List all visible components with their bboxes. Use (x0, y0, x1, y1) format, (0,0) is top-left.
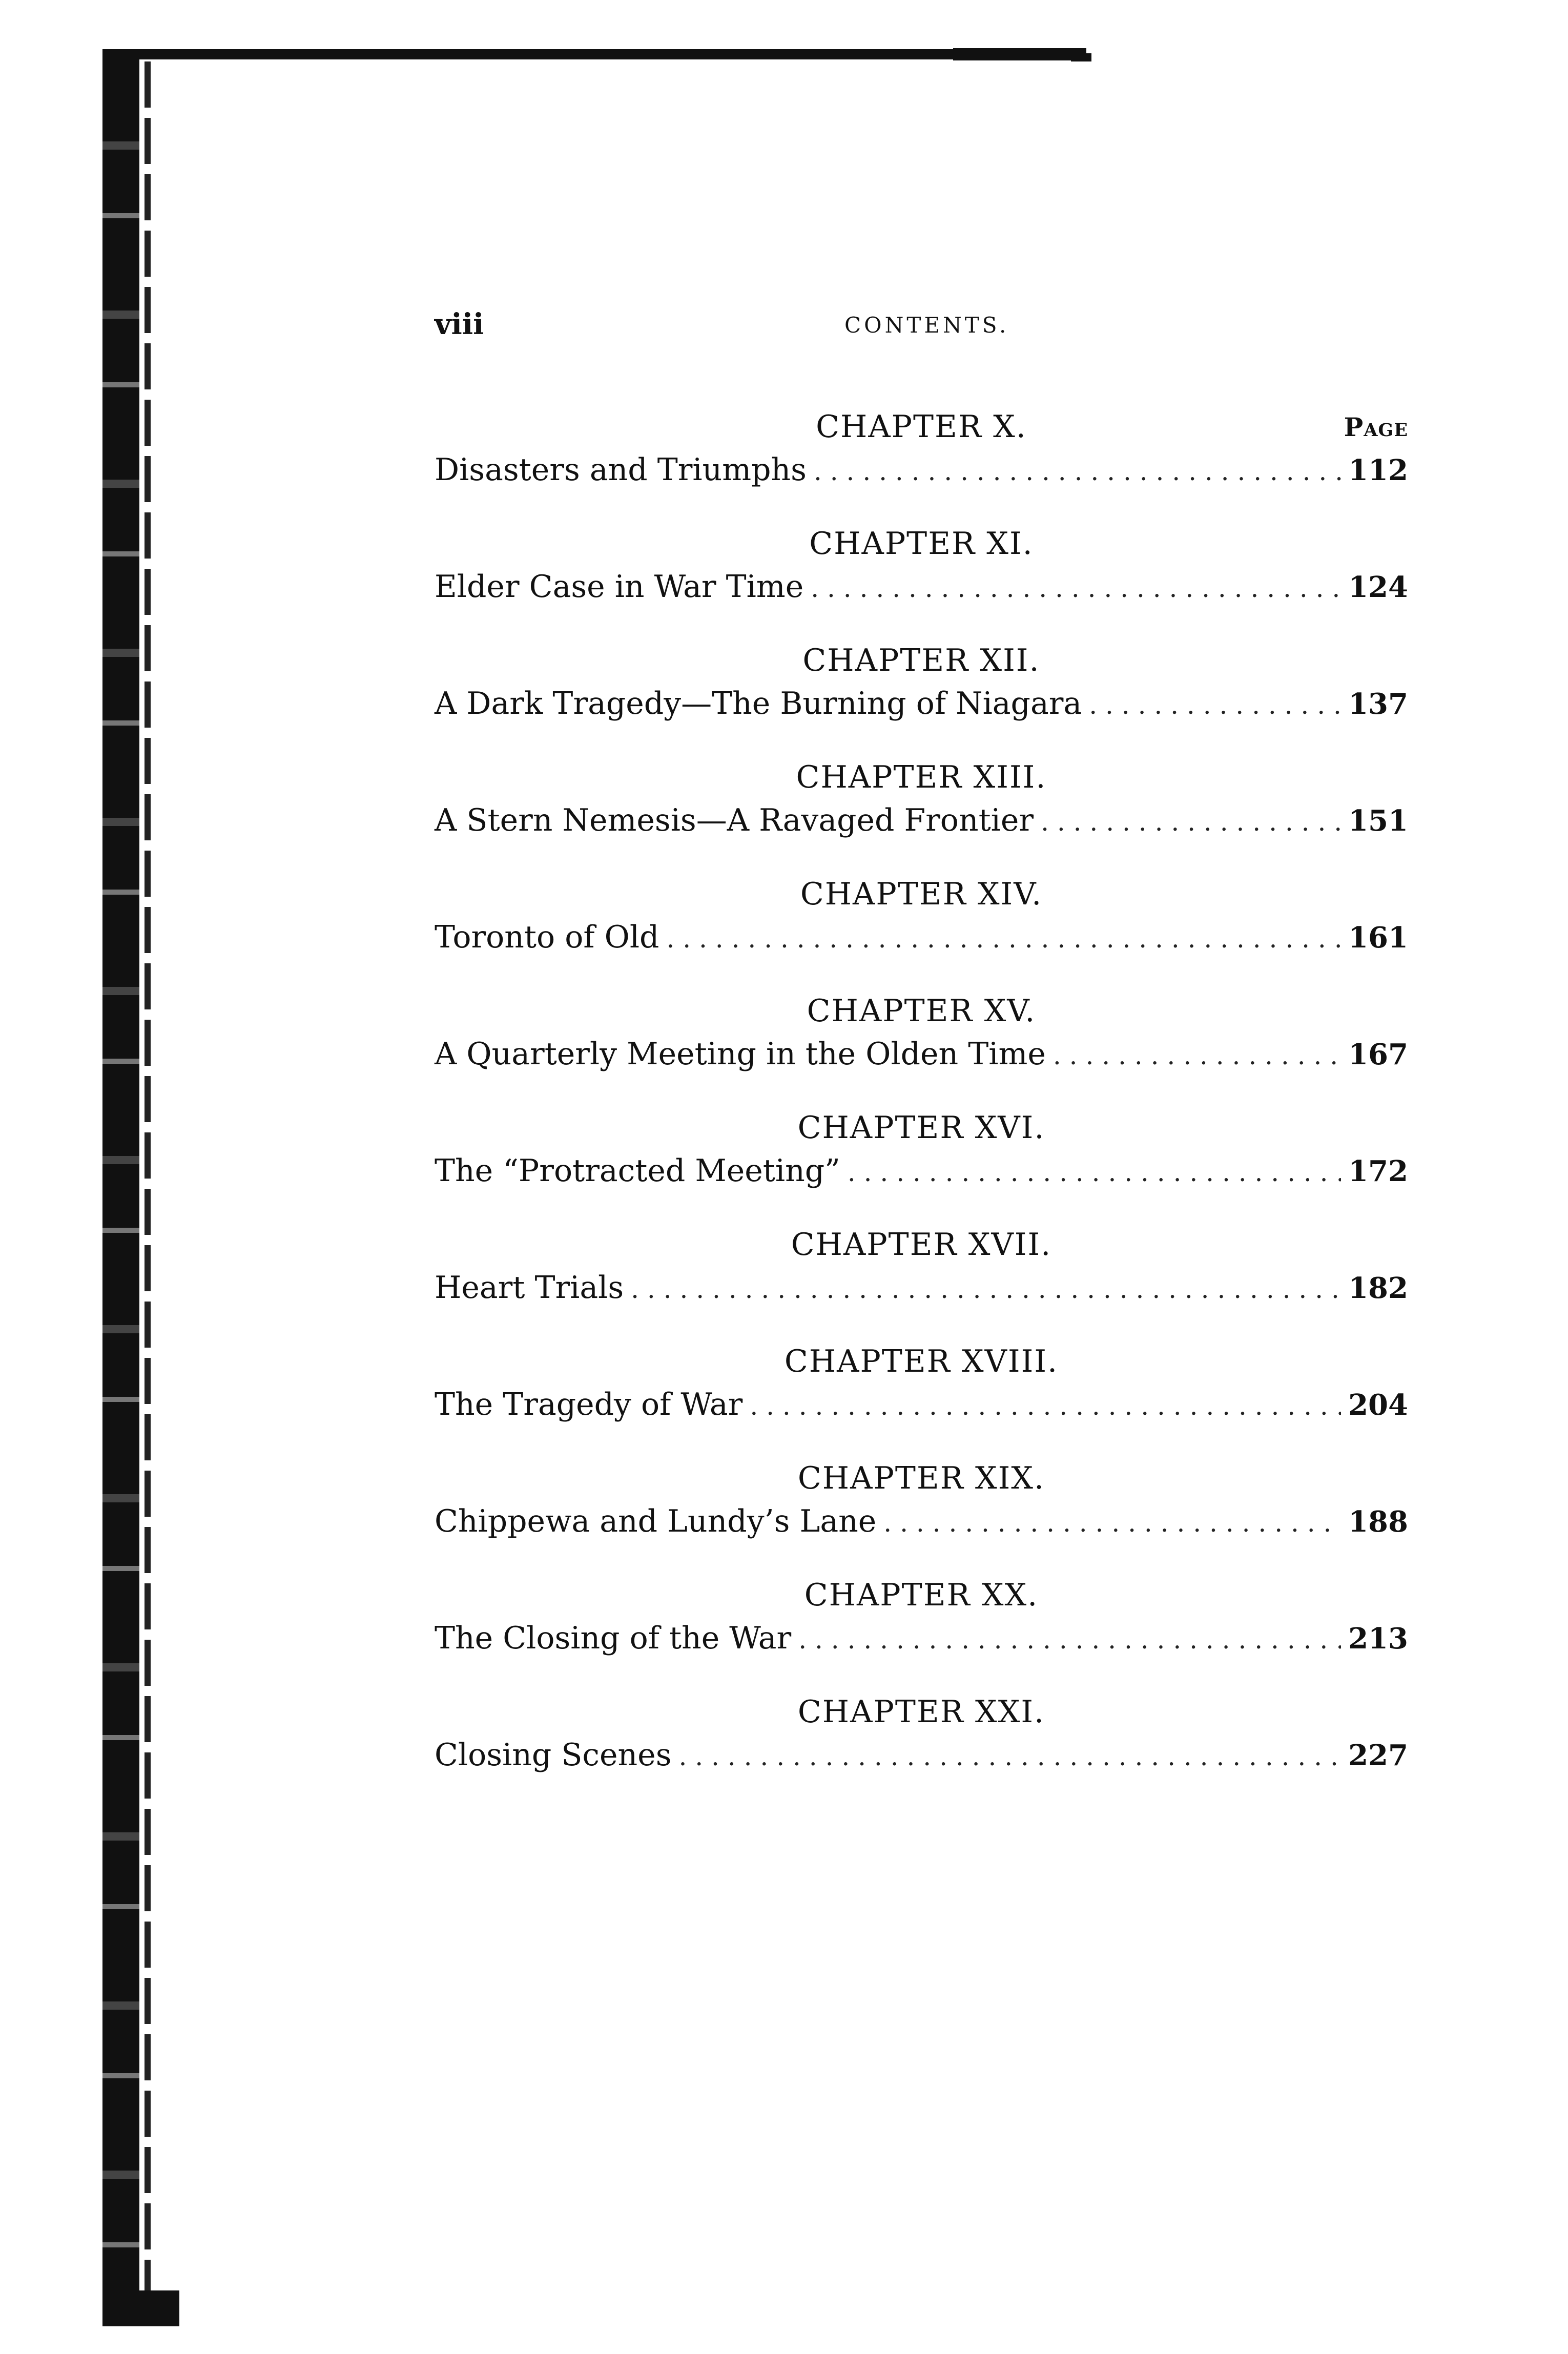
toc-entry (435, 638, 1408, 755)
page-number: 188 (1348, 1505, 1408, 1539)
toc-line (435, 1737, 1408, 1773)
page-column-label: Page (1344, 412, 1408, 442)
toc-line (435, 686, 1408, 721)
toc-entry (435, 1339, 1408, 1456)
toc-entry (435, 989, 1408, 1106)
page-number: 172 (1348, 1154, 1408, 1188)
scan-border-left-inner (145, 61, 151, 2306)
dot-leader (814, 457, 1341, 486)
scan-border-left (102, 49, 139, 2324)
page-header (435, 307, 1408, 343)
dot-leader (750, 1391, 1341, 1421)
toc-line (435, 569, 1408, 605)
dot-leader (1089, 690, 1341, 720)
running-head: CONTENTS. (844, 313, 1009, 338)
dot-leader (798, 1625, 1341, 1655)
chapter-heading: CHAPTER X. (816, 409, 1027, 445)
chapter-heading: CHAPTER XX. (804, 1577, 1039, 1613)
scan-border-foot (102, 2290, 179, 2326)
toc-entry (435, 1573, 1408, 1690)
entry-title: Closing Scenes (435, 1737, 672, 1773)
toc-entry (435, 522, 1408, 638)
chapter-heading: CHAPTER XVII. (791, 1227, 1052, 1263)
dot-leader (1041, 807, 1341, 837)
page-number: 167 (1348, 1038, 1408, 1071)
table-of-contents (435, 405, 1408, 1807)
dot-leader (666, 924, 1341, 954)
entry-title: Toronto of Old (435, 919, 659, 955)
chapter-heading: CHAPTER XI. (809, 526, 1034, 562)
entry-title: Heart Trials (435, 1270, 624, 1306)
dot-leader (811, 573, 1341, 603)
scan-border-segment (953, 48, 1086, 60)
entry-title: The Tragedy of War (435, 1387, 743, 1422)
toc-entry (435, 872, 1408, 989)
page-number: 124 (1348, 570, 1408, 604)
page-number: 227 (1348, 1739, 1408, 1772)
chapter-heading: CHAPTER XV. (807, 993, 1036, 1029)
page-number: 137 (1348, 687, 1408, 721)
chapter-heading: CHAPTER XIX. (797, 1460, 1045, 1496)
entry-title: A Dark Tragedy—The Burning of Niagara (435, 686, 1082, 721)
scan-border-top (110, 49, 981, 59)
entry-title: Elder Case in War Time (435, 569, 804, 605)
entry-title: Disasters and Triumphs (435, 452, 807, 488)
entry-title: A Quarterly Meeting in the Olden Time (435, 1036, 1046, 1072)
dot-leader (631, 1274, 1341, 1304)
dot-leader (848, 1158, 1341, 1187)
toc-entry (435, 1456, 1408, 1573)
chapter-heading: CHAPTER XVI. (797, 1110, 1045, 1146)
entry-title: The Closing of the War (435, 1620, 792, 1656)
chapter-heading: CHAPTER XIII. (796, 759, 1047, 795)
dot-leader (678, 1742, 1341, 1771)
toc-entry (435, 405, 1408, 522)
entry-title: A Stern Nemesis—A Ravaged Frontier (435, 802, 1034, 838)
toc-entry (435, 1223, 1408, 1339)
toc-line (435, 1503, 1408, 1539)
toc-line (435, 1620, 1408, 1656)
page-number: 151 (1348, 804, 1408, 838)
scan-border-segment (1071, 53, 1091, 61)
dot-leader (883, 1508, 1341, 1538)
toc-line (435, 1036, 1408, 1072)
toc-line (435, 919, 1408, 955)
chapter-heading: CHAPTER XXI. (797, 1694, 1045, 1730)
toc-line (435, 1270, 1408, 1306)
chapter-heading: CHAPTER XII. (802, 643, 1040, 678)
toc-line (435, 452, 1408, 488)
toc-line (435, 1153, 1408, 1189)
dot-leader (1053, 1041, 1341, 1070)
chapter-heading: CHAPTER XVIII. (784, 1344, 1059, 1379)
page-number: 182 (1348, 1271, 1408, 1305)
page-number: 204 (1348, 1388, 1408, 1422)
toc-entry (435, 1690, 1408, 1807)
chapter-heading: CHAPTER XIV. (800, 876, 1043, 912)
toc-line (435, 1387, 1408, 1422)
page-folio: viii (435, 307, 484, 341)
page-number: 112 (1348, 453, 1408, 487)
toc-entry (435, 1106, 1408, 1223)
entry-title: The “Protracted Meeting” (435, 1153, 840, 1189)
toc-line (435, 802, 1408, 838)
page-number: 161 (1348, 921, 1408, 955)
toc-entry (435, 755, 1408, 872)
page-number: 213 (1348, 1622, 1408, 1656)
entry-title: Chippewa and Lundy’s Lane (435, 1503, 877, 1539)
